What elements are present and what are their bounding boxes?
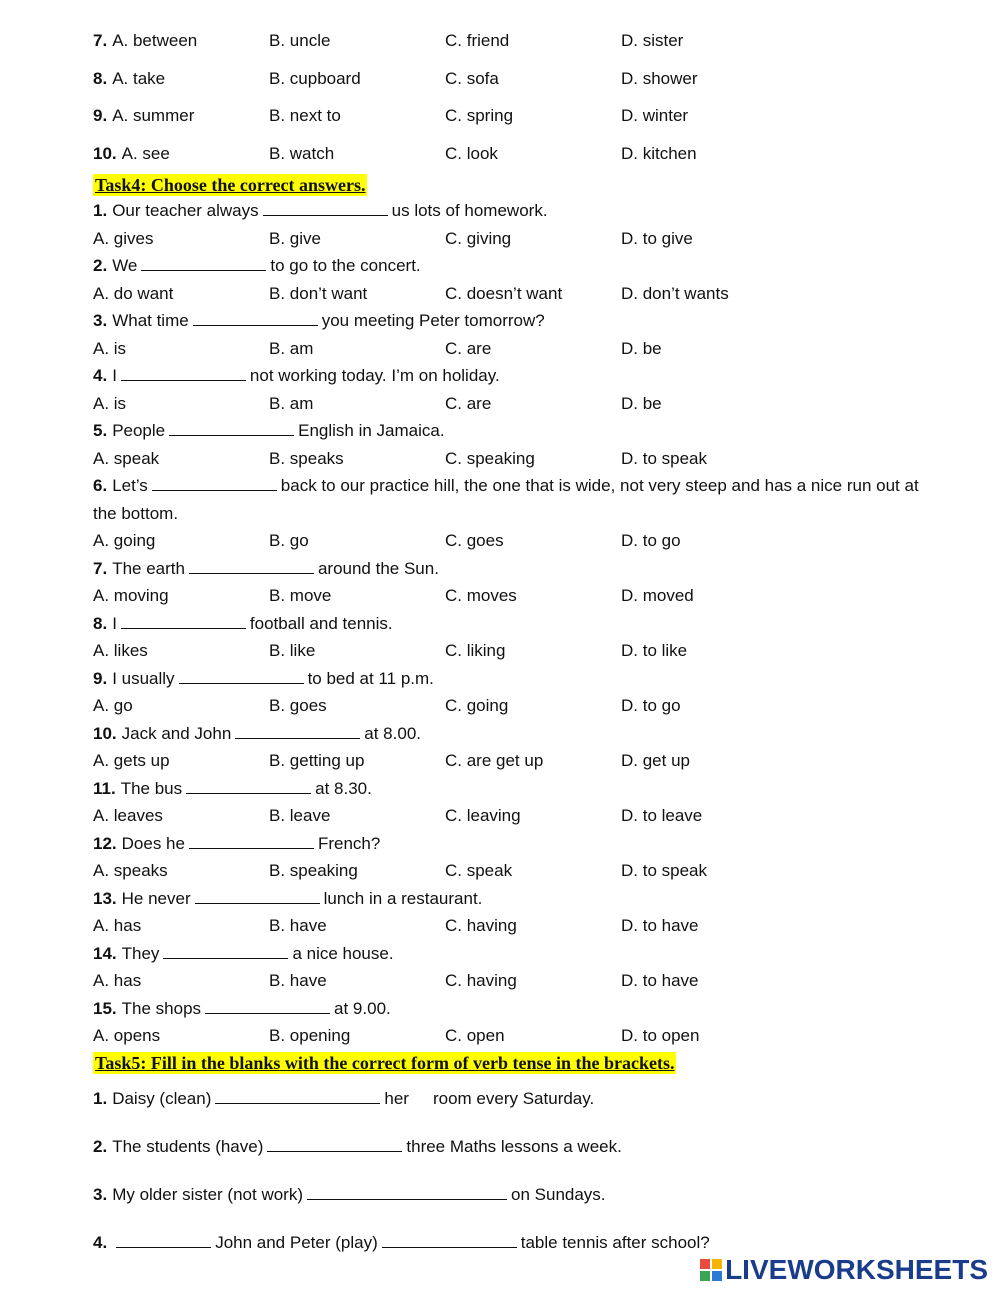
answer-options [93,390,923,418]
option-b[interactable]: B. don’t want [269,283,368,303]
option-a[interactable]: A. go [93,696,133,715]
option-c[interactable]: C. friend [445,31,510,50]
option-d[interactable]: D. to have [621,971,699,990]
answer-options [93,967,923,995]
answer-options [93,912,923,940]
option-b[interactable]: B. am [269,393,314,413]
option-c[interactable]: C. are [445,393,492,413]
option-b[interactable]: B. cupboard [269,68,361,88]
option-d[interactable]: D. winter [621,106,689,125]
option-b[interactable]: B. getting up [269,751,365,770]
option-b[interactable]: B. like [269,641,316,660]
answer-options [93,280,923,308]
task4-question-list [93,197,923,1050]
answer-blank[interactable] [189,832,314,849]
option-c[interactable]: C. are get up [445,751,544,770]
option-d[interactable]: D. shower [621,68,698,88]
task3-question-row [93,60,923,98]
answer-options [93,692,923,720]
answer-blank[interactable] [179,667,304,684]
answer-blank[interactable] [215,1087,380,1104]
question-stem: 13. He never lunch in a restaurant. [93,888,483,908]
question-stem: 7. The earth around the Sun. [93,558,439,578]
option-a[interactable]: A. opens [93,1026,161,1045]
question-stem: 4. I not working today. I’m on holiday. [93,366,500,385]
answer-blank[interactable] [121,612,246,629]
option-a[interactable]: A. do want [93,283,174,303]
question-stem: 2. We to go to the concert. [93,256,421,275]
option-c[interactable]: C. doesn’t want [445,283,563,303]
answer-blank[interactable] [152,474,277,491]
option-d[interactable]: D. to go [621,531,681,550]
question-stem: 9. I usually to bed at 11 p.m. [93,668,434,688]
option-c[interactable]: C. having [445,971,517,990]
task5-item: 1. Daisy (clean) her room every Saturday. [93,1088,595,1108]
option-d[interactable]: D. to leave [621,806,703,825]
answer-blank[interactable] [116,1231,211,1248]
option-d[interactable]: D. to give [621,228,693,248]
answer-blank[interactable] [189,557,314,574]
option-b[interactable]: B. uncle [269,31,331,50]
option-a[interactable]: 7. A. between [93,31,198,50]
answer-blank[interactable] [141,254,266,271]
option-c[interactable]: C. are [445,338,492,358]
option-d[interactable]: D. to speak [621,861,707,880]
option-a[interactable]: A. leaves [93,806,163,825]
task3-question-row [93,22,923,60]
answer-options [93,335,923,363]
answer-blank[interactable] [307,1183,507,1200]
option-a[interactable]: 9. A. summer [93,106,195,125]
option-c[interactable]: C. giving [445,228,512,248]
task5-heading: Task5: Fill in the blanks with the correct form of verb tense in the brackets. [95,1052,675,1073]
answer-options [93,637,923,665]
liveworksheets-logo [700,1254,988,1286]
answer-blank[interactable] [186,777,311,794]
answer-options [93,527,923,555]
option-c[interactable]: C. open [445,1026,505,1045]
option-d[interactable]: D. to go [621,696,681,715]
task3-question-row [93,97,923,135]
option-a[interactable]: A. is [93,393,127,413]
logo-mark-icon [700,1259,722,1281]
option-d[interactable]: D. to open [621,1026,700,1045]
option-b[interactable]: B. opening [269,1026,351,1045]
option-b[interactable]: B. have [269,971,327,990]
option-a[interactable]: A. speaks [93,861,168,880]
task3-question-row [93,135,923,173]
task4-heading: Task4: Choose the correct answers. [95,175,366,195]
answer-blank[interactable] [235,722,360,739]
option-b[interactable]: B. watch [269,143,335,163]
option-a[interactable]: A. is [93,338,127,358]
option-c[interactable]: C. look [445,143,498,163]
option-a[interactable]: A. moving [93,586,169,605]
option-c[interactable]: C. going [445,696,509,715]
option-a[interactable]: A. has [93,971,142,990]
option-a[interactable]: A. gives [93,228,154,248]
task5-item: 4. John and Peter (play) table tennis after school? [93,1232,710,1252]
option-b[interactable]: B. have [269,916,327,935]
option-c[interactable]: C. goes [445,531,504,550]
question-stem: 1. Our teacher always us lots of homework. [93,201,548,220]
question-stem: 12. Does he French? [93,833,381,853]
worksheet-page [93,22,923,1267]
option-b[interactable]: B. go [269,531,309,550]
answer-options [93,1022,923,1050]
answer-blank[interactable] [193,309,318,326]
answer-blank[interactable] [121,364,246,381]
option-b[interactable]: B. goes [269,696,327,715]
option-a[interactable]: A. gets up [93,751,170,770]
option-d[interactable]: D. to speak [621,448,707,468]
option-b[interactable]: B. am [269,338,314,358]
option-b[interactable]: B. speaking [269,861,358,880]
answer-blank[interactable] [267,1135,402,1152]
question-stem: 5. People English in Jamaica. [93,421,445,440]
option-a[interactable]: A. speak [93,448,160,468]
answer-blank[interactable] [169,419,294,436]
answer-blank[interactable] [163,942,288,959]
answer-options [93,747,923,775]
option-a[interactable]: A. has [93,916,142,935]
option-c[interactable]: C. liking [445,641,506,660]
option-b[interactable]: B. give [269,228,321,248]
option-d[interactable]: D. don’t wants [621,283,729,303]
option-d[interactable]: D. sister [621,31,684,50]
answer-blank[interactable] [382,1231,517,1248]
question-stem: 10. Jack and John at 8.00. [93,723,421,743]
answer-options [93,225,923,253]
option-c[interactable]: C. sofa [445,68,499,88]
option-c[interactable]: C. spring [445,106,514,125]
question-stem: 15. The shops at 9.00. [93,998,391,1018]
option-d[interactable]: D. to have [621,916,699,935]
brand-name: LIVEWORKSHEETS [725,1254,988,1285]
answer-options [93,802,923,830]
answer-blank[interactable] [263,199,388,216]
option-c[interactable]: C. speaking [445,448,535,468]
option-b[interactable]: B. leave [269,806,331,825]
option-d[interactable]: D. be [621,338,662,358]
option-d[interactable]: D. be [621,393,662,413]
option-a[interactable]: A. likes [93,641,148,660]
option-c[interactable]: C. leaving [445,806,521,825]
question-stem: 3. What time you meeting Peter tomorrow? [93,311,545,330]
option-d[interactable]: D. get up [621,751,690,770]
task5-item: 3. My older sister (not work) on Sundays. [93,1184,606,1204]
option-d[interactable]: D. to like [621,641,688,660]
option-d[interactable]: D. kitchen [621,143,697,163]
option-c[interactable]: C. speak [445,861,513,880]
option-a[interactable]: 8. A. take [93,68,166,88]
question-stem: 14. They a nice house. [93,943,394,963]
answer-options [93,857,923,885]
option-c[interactable]: C. having [445,916,517,935]
answer-blank[interactable] [195,887,320,904]
question-stem: 8. I football and tennis. [93,613,393,633]
answer-options [93,582,923,610]
answer-blank[interactable] [205,997,330,1014]
option-b[interactable]: B. speaks [269,448,344,468]
option-b[interactable]: B. next to [269,106,341,125]
task5-item: 2. The students (have) three Maths lessons a week. [93,1136,622,1156]
option-b[interactable]: B. move [269,586,332,605]
answer-options [93,445,923,473]
option-d[interactable]: D. moved [621,586,694,605]
option-a[interactable]: 10. A. see [93,143,170,163]
option-c[interactable]: C. moves [445,586,517,605]
option-a[interactable]: A. going [93,531,156,550]
question-stem: 11. The bus at 8.30. [93,778,372,798]
question-stem: 6. Let’s back to our practice hill, the one that is wide, not very steep and has a nice run out at the bottom. [93,476,919,523]
